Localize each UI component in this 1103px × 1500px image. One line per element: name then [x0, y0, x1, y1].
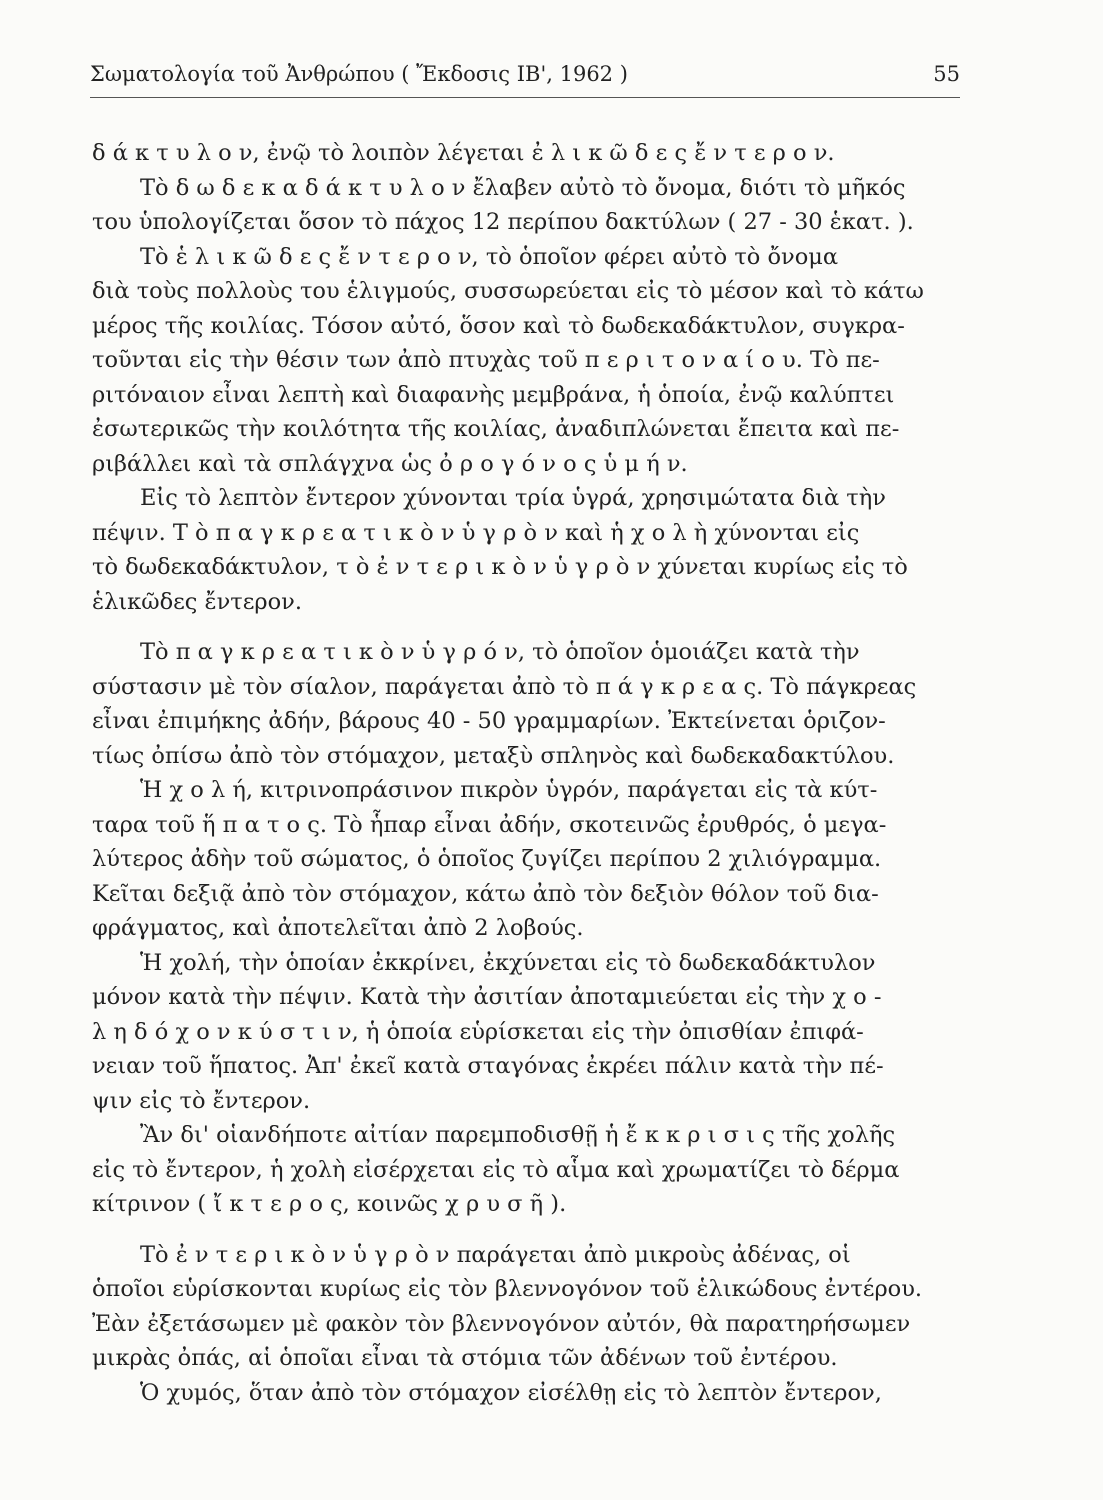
text-line: σύστασιν μὲ τὸν σίαλον, παράγεται ἀπὸ τὸ π ά γ κ ρ ε α ς. Τὸ πάγκρεας — [92, 673, 917, 700]
text-line: διὰ τοὺς πολλοὺς του ἑλιγμούς, συσσωρεύεται εἰς τὸ μέσον καὶ τὸ κάτω — [92, 278, 924, 304]
text-line: Εἰς τὸ λεπτὸν ἔντερον χύνονται τρία ὑγρά, χρησιμώτατα διὰ τὴν — [140, 485, 886, 511]
running-title: Σωματολογία τοῦ Ἀνθρώπου ( Ἔκδοσις ΙΒ', 1962 ) — [90, 62, 628, 86]
text-line: Ἡ χ ο λ ή, κιτρινοπράσινον πικρὸν ὑγρόν, παράγεται εἰς τὰ κύτ- — [140, 777, 878, 803]
text-line: Τὸ δ ω δ ε κ α δ ά κ τ υ λ ο ν ἔλαβεν αὐτὸ τὸ ὄνομα, διότι τὸ μῆκός — [140, 174, 906, 201]
text-line: νειαν τοῦ ἥπατος. Ἀπ' ἐκεῖ κατὰ σταγόνας ἐκρέει πάλιν κατὰ τὴν πέ- — [92, 1053, 884, 1079]
text-line: ταρα τοῦ ἥ π α τ ο ς. Τὸ ἧπαρ εἶναι ἀδήν, σκοτεινῶς ἐρυθρός, ὁ μεγα- — [92, 811, 887, 838]
text-line: εἰς τὸ ἔντερον, ἡ χολὴ εἰσέρχεται εἰς τὸ αἷμα καὶ χρωματίζει τὸ δέρμα — [92, 1156, 900, 1183]
header-rule — [90, 97, 960, 98]
text-line: λ η δ ό χ ο ν κ ύ σ τ ι ν, ἡ ὁποία εὑρίσκεται εἰς τὴν ὀπισθίαν ἐπιφά- — [92, 1018, 864, 1045]
text-line: κίτρινον ( ἴ κ τ ε ρ ο ς, κοινῶς χ ρ υ σ ῆ ). — [92, 1191, 567, 1217]
text-line: λύτερος ἀδὴν τοῦ σώματος, ὁ ὁποῖος ζυγίζει περίπου 2 χιλιόγραμμα. — [92, 846, 882, 872]
text-line: ψιν εἰς τὸ ἔντερον. — [92, 1087, 311, 1114]
running-header — [90, 62, 960, 86]
text-line: φράγματος, καὶ ἀποτελεῖται ἀπὸ 2 λοβούς. — [92, 915, 584, 941]
body-text — [92, 136, 958, 1410]
text-line: ἐσωτερικῶς τὴν κοιλότητα τῆς κοιλίας, ἀναδιπλώνεται ἔπειτα καὶ πε- — [92, 416, 900, 442]
text-line: Ἂν δι' οἱανδήποτε αἰτίαν παρεμποδισθῇ ἡ ἔ κ κ ρ ι σ ι ς τῆς χολῆς — [140, 1122, 896, 1148]
text-line: τοῦνται εἰς τὴν θέσιν των ἀπὸ πτυχὰς τοῦ π ε ρ ι τ ο ν α ί ο υ. Τὸ πε- — [92, 347, 880, 373]
text-line: ριτόναιον εἶναι λεπτὴ καὶ διαφανὴς μεμβράνα, ἡ ὁποία, ἐνῷ καλύπτει — [92, 381, 895, 408]
text-line: Ἐὰν ἐξετάσωμεν μὲ φακὸν τὸν βλεννογόνον αὐτόν, θὰ παρατηρήσωμεν — [92, 1310, 911, 1337]
text-line: Τὸ ἑ λ ι κ ῶ δ ε ς ἔ ν τ ε ρ ο ν, τὸ ὁποῖον φέρει αὐτὸ τὸ ὄνομα — [140, 243, 839, 270]
text-line: μόνον κατὰ τὴν πέψιν. Κατὰ τὴν ἀσιτίαν ἀποταμιεύεται εἰς τὴν χ ο - — [92, 984, 882, 1010]
page-number: 55 — [933, 62, 960, 86]
text-line: Ὁ χυμός, ὅταν ἀπὸ τὸν στόμαχον εἰσέλθῃ εἰς τὸ λεπτὸν ἔντερον, — [140, 1379, 882, 1406]
text-line: εἶναι ἐπιμήκης ἀδήν, βάρους 40 - 50 γραμμαρίων. Ἐκτείνεται ὁριζον- — [92, 708, 886, 734]
text-line: τίως ὀπίσω ἀπὸ τὸν στόμαχον, μεταξὺ σπληνὸς καὶ δωδεκαδακτύλου. — [92, 742, 895, 769]
text-line: ριβάλλει καὶ τὰ σπλάγχνα ὡς ὀ ρ ο γ ό ν ο ς ὑ μ ή ν. — [92, 450, 688, 477]
text-line: ὁποῖοι εὑρίσκονται κυρίως εἰς τὸν βλεννογόνον τοῦ ἑλικώδους ἐντέρου. — [92, 1276, 923, 1302]
text-line: Ἡ χολή, τὴν ὁποίαν ἐκκρίνει, ἐκχύνεται εἰς τὸ δωδεκαδάκτυλον — [140, 949, 876, 976]
text-line: Τὸ ἐ ν τ ε ρ ι κ ὸ ν ὑ γ ρ ὸ ν παράγεται ἀπὸ μικροὺς ἀδένας, οἱ — [140, 1241, 851, 1268]
text-line: του ὑπολογίζεται ὅσον τὸ πάχος 12 περίπου δακτύλων ( 27 - 30 ἑκατ. ). — [92, 209, 914, 235]
text-line: μικρὰς ὀπάς, αἱ ὁποῖαι εἶναι τὰ στόμια τῶν ἀδένων τοῦ ἐντέρου. — [92, 1345, 838, 1371]
text-line: μέρος τῆς κοιλίας. Τόσον αὐτό, ὅσον καὶ τὸ δωδεκαδάκτυλον, συγκρα- — [92, 312, 905, 339]
text-line: πέψιν. Τ ὸ π α γ κ ρ ε α τ ι κ ὸ ν ὑ γ ρ ὸ ν καὶ ἡ χ ο λ ὴ χύνονται εἰς — [92, 519, 860, 546]
text-line: ἑλικῶδες ἔντερον. — [92, 588, 302, 615]
text-line: δ ά κ τ υ λ ο ν, ἐνῷ τὸ λοιπὸν λέγεται ἐ λ ι κ ῶ δ ε ς ἔ ν τ ε ρ ο ν. — [92, 140, 835, 166]
text-line: Τὸ π α γ κ ρ ε α τ ι κ ὸ ν ὑ γ ρ ό ν, τὸ ὁποῖον ὁμοιάζει κατὰ τὴν — [140, 639, 860, 665]
text-line: τὸ δωδεκαδάκτυλον, τ ὸ ἐ ν τ ε ρ ι κ ὸ ν ὑ γ ρ ὸ ν χύνεται κυρίως εἰς τὸ — [92, 554, 908, 580]
text-line: Κεῖται δεξιᾷ ἀπὸ τὸν στόμαχον, κάτω ἀπὸ τὸν δεξιὸν θόλον τοῦ δια- — [92, 880, 879, 907]
